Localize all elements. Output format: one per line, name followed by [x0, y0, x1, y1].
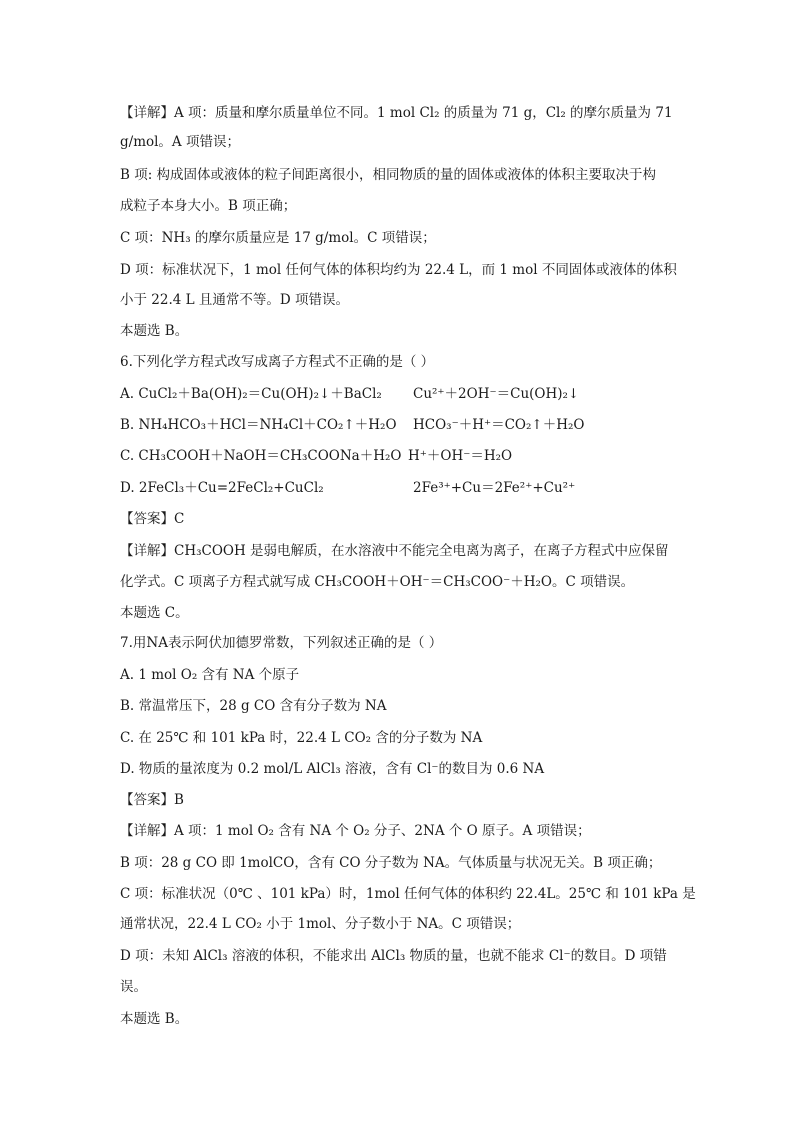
text-line: D 项：未知 AlCl₃ 溶液的体积，不能求出 AlCl₃ 物质的量，也就不能求 Cl⁻的数目。D 项错 [120, 948, 667, 964]
q6-option-a-ionic: Cu²⁺＋2OH⁻＝Cu(OH)₂↓ [413, 386, 580, 402]
text-line: g/mol。A 项错误； [120, 134, 240, 150]
q6-option-b-equation: B. NH₄HCO₃＋HCl＝NH₄Cl＋CO₂↑＋H₂O [120, 417, 397, 433]
text-line: C 项：标准状况（0℃ 、101 kPa）时，1mol 任何气体的体积约 22.4L。25℃ 和 101 kPa 是 [120, 886, 696, 902]
q7-option-d: D. 物质的量浓度为 0.2 mol/L AlCl₃ 溶液，含有 Cl⁻的数目为 0.6 NA [120, 761, 545, 777]
text-line: D 项：标准状况下，1 mol 任何气体的体积均约为 22.4 L，而 1 mol 不同固体或液体的体积 [120, 262, 677, 278]
q7-option-a: A. 1 mol O₂ 含有 NA 个原子 [120, 667, 300, 683]
text-line: 【详解】A 项：质量和摩尔质量单位不同。1 mol Cl₂ 的质量为 71 g，Cl₂ 的摩尔质量为 71 [120, 105, 673, 121]
question-7-stem: 7.用NA表示阿伏加德罗常数，下列叙述正确的是（ ） [120, 635, 443, 651]
text-line: 化学式。C 项离子方程式就写成 CH₃COOH＋OH⁻＝CH₃COO⁻＋H₂O。C 项错误。 [120, 574, 635, 590]
q7-option-c: C. 在 25℃ 和 101 kPa 时，22.4 L CO₂ 含的分子数为 NA [120, 730, 483, 746]
q6-option-c-ionic: H⁺＋OH⁻＝H₂O [408, 448, 513, 464]
text-line: 误。 [120, 979, 147, 995]
text-line: 本题选 B。 [120, 1011, 189, 1027]
question-6-stem: 6.下列化学方程式改写成离子方程式不正确的是（ ） [120, 354, 435, 370]
q6-option-b-ionic: HCO₃⁻＋H⁺＝CO₂↑＋H₂O [413, 417, 585, 433]
q7-answer: 【答案】B [120, 792, 184, 808]
q6-answer: 【答案】C [120, 511, 185, 527]
text-line: 通常状况，22.4 L CO₂ 小于 1mol、分子数小于 NA。C 项错误； [120, 916, 521, 932]
text-line: 成粒子本身大小。B 项正确； [120, 198, 297, 214]
text-line: 小于 22.4 L 且通常不等。D 项错误。 [120, 292, 350, 308]
q7-option-b: B. 常温常压下，28 g CO 含有分子数为 NA [120, 698, 387, 714]
text-line: B 项：28 g CO 即 1molCO，含有 CO 分子数为 NA。气体质量与状况无关。B 项正确； [120, 855, 662, 871]
q6-option-d-ionic: 2Fe³⁺+Cu＝2Fe²⁺+Cu²⁺ [413, 480, 576, 496]
text-line: C 项：NH₃ 的摩尔质量应是 17 g/mol。C 项错误； [120, 230, 436, 246]
text-line: 本题选 C。 [120, 605, 189, 621]
text-line: 【详解】A 项：1 mol O₂ 含有 NA 个 O₂ 分子、2NA 个 O 原子。A 项错误； [120, 823, 591, 839]
text-line: B 项: 构成固体或液体的粒子间距离很小，相同物质的量的固体或液体的体积主要取决于构 [120, 167, 657, 183]
q6-option-a-equation: A. CuCl₂＋Ba(OH)₂＝Cu(OH)₂↓＋BaCl₂ [120, 386, 382, 402]
q6-option-c-equation: C. CH₃COOH＋NaOH＝CH₃COONa＋H₂O [120, 448, 402, 464]
text-line: 【详解】CH₃COOH 是弱电解质，在水溶液中不能完全电离为离子，在离子方程式中应保留 [120, 543, 669, 559]
q6-option-d-equation: D. 2FeCl₃＋Cu=2FeCl₂+CuCl₂ [120, 480, 324, 496]
text-line: 本题选 B。 [120, 323, 189, 339]
